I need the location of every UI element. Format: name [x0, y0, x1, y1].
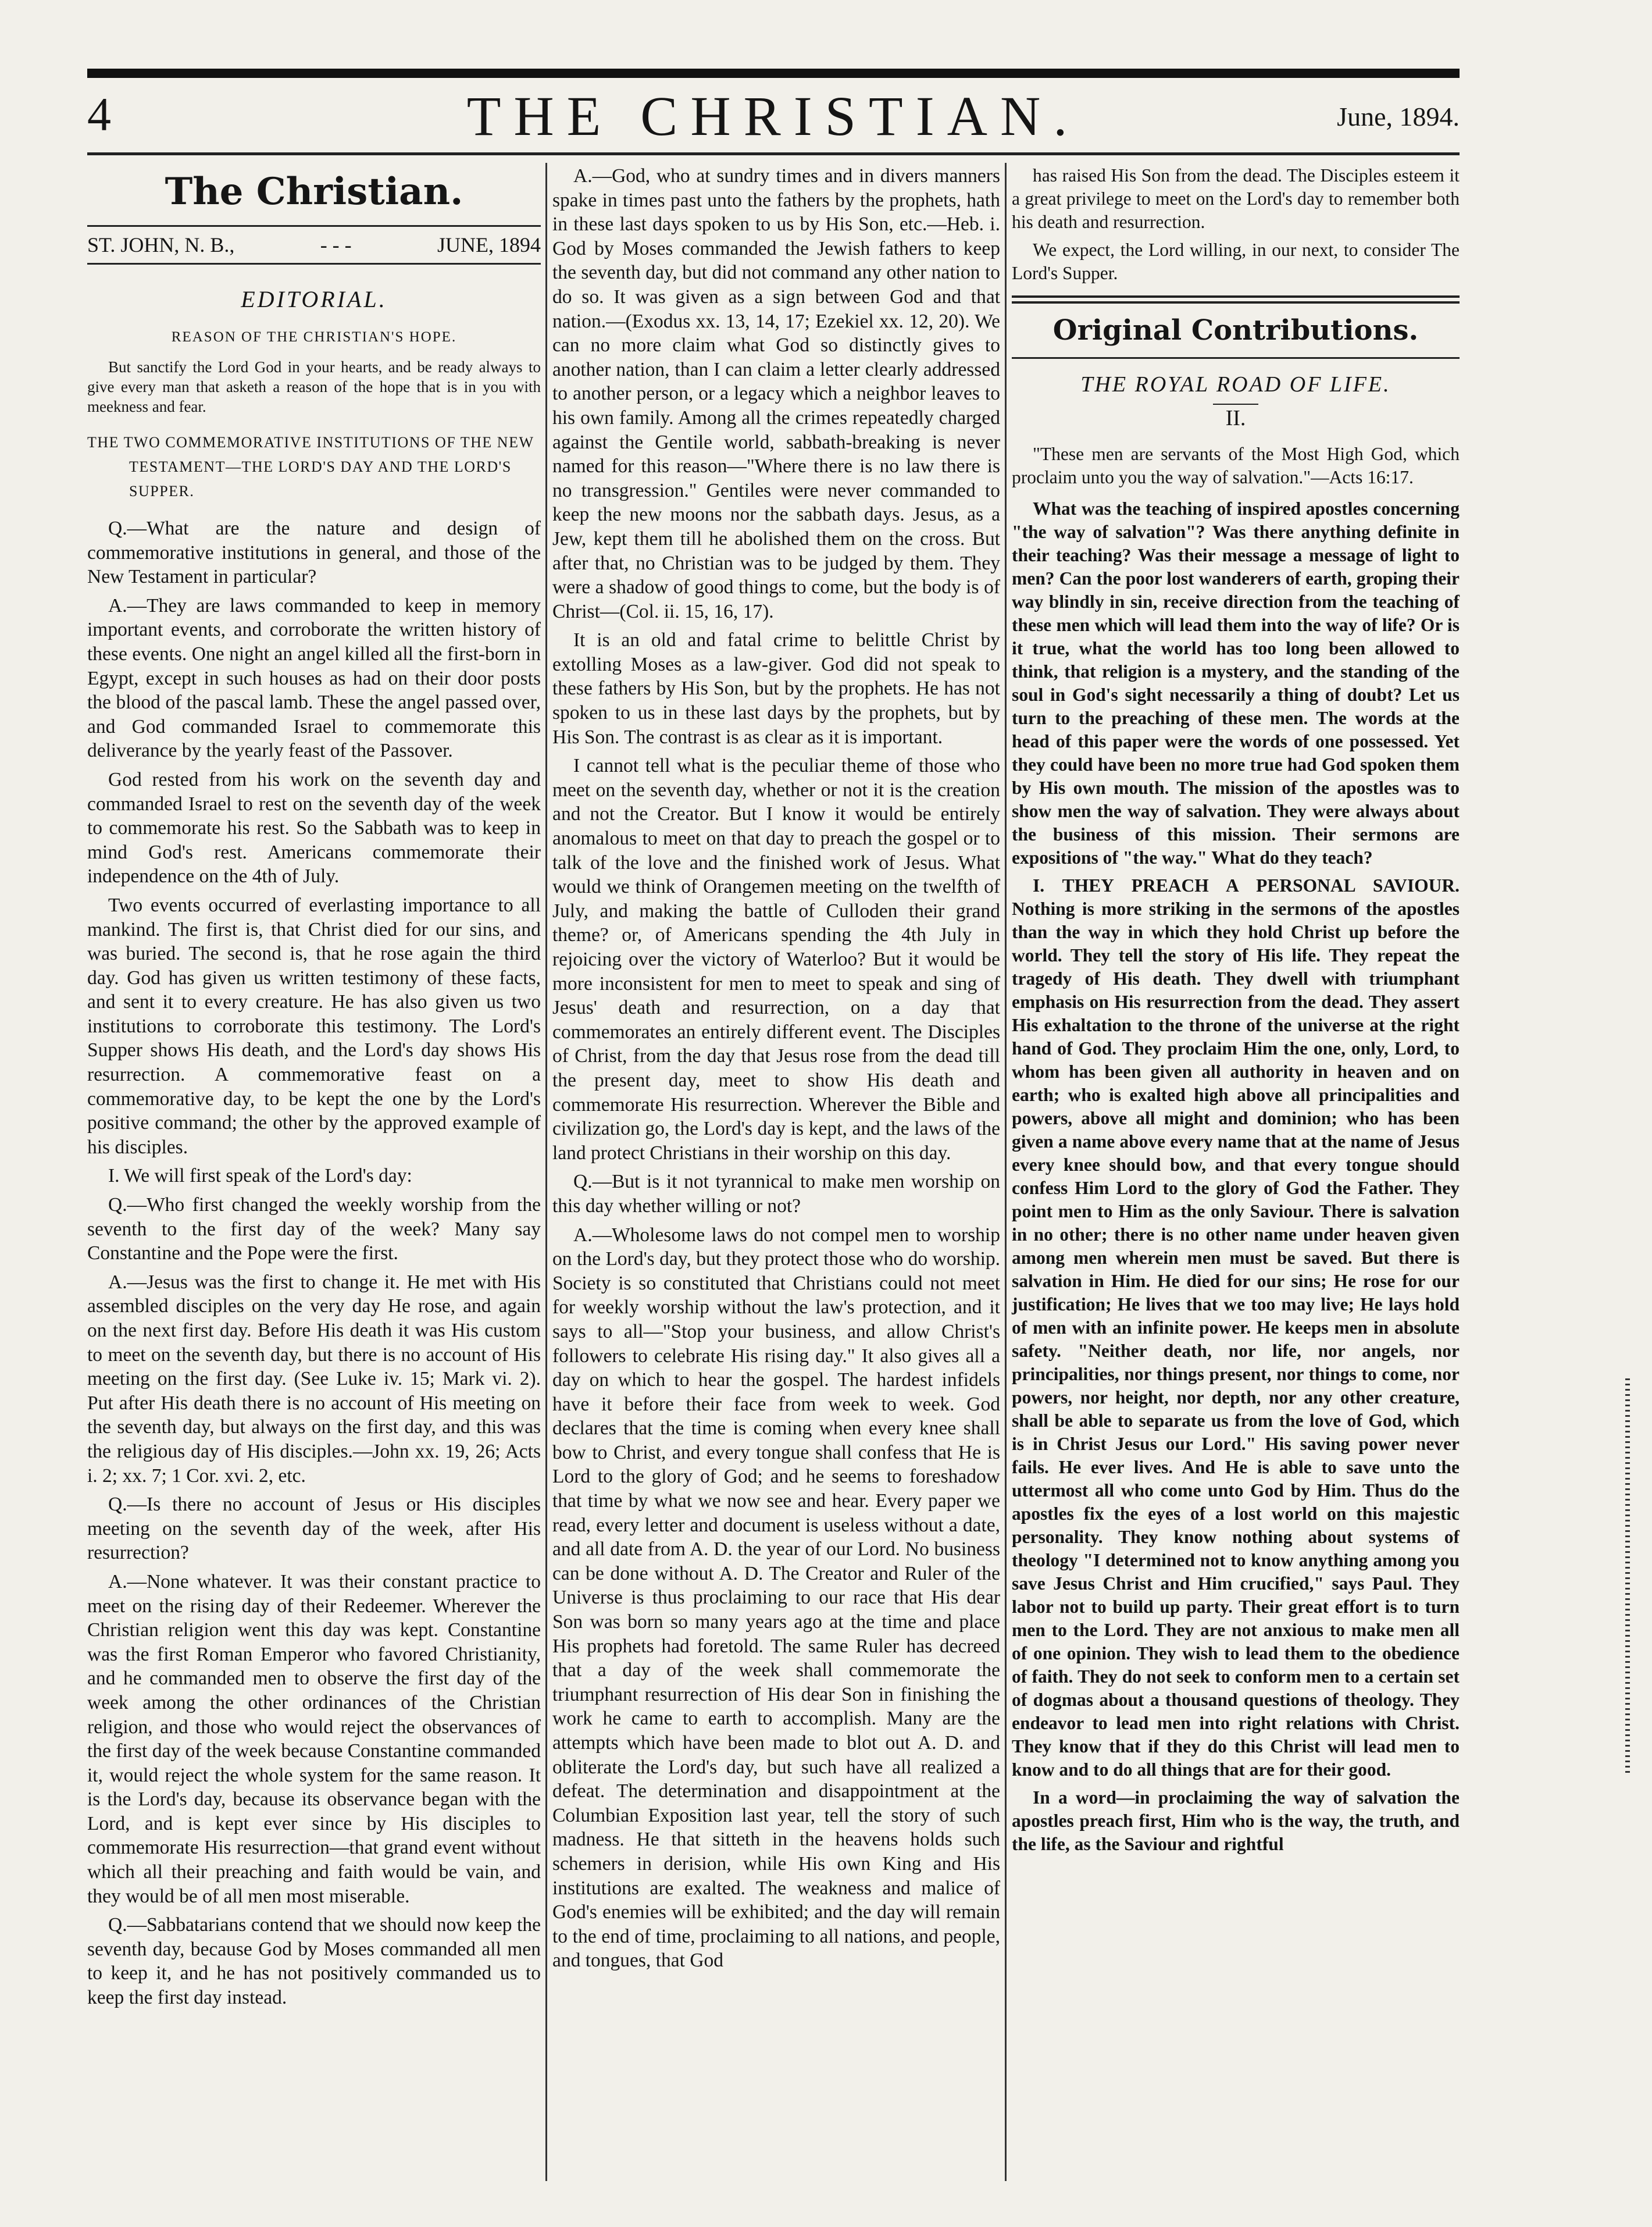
paragraph: A.—They are laws commanded to keep in memory important events, and corroborate the written history of these events. One night an angel killed all the first-born in Egypt, except in such houses as had on their door posts the blood of the pascal lamb. These the angel passed over, and God commanded Israel to commemorate this deliverance by the yearly feast of the Passover.	[87, 594, 541, 762]
column-divider	[1005, 163, 1007, 2181]
paragraph: We expect, the Lord willing, in our next, to consider The Lord's Supper.	[1012, 240, 1460, 283]
paragraph: Q.—Who first changed the weekly worship from the seventh to the first day of the week? Many say Constantine and the Pope were the first.	[87, 1194, 541, 1264]
paragraph: What was the teaching of inspired apostles concerning "the way of salvation"? Was there anything definite in their teaching? Was their message a message of light to men? Can the poor lost wanderers of earth, groping their way blindly in sin, receive direction from the teaching of these men which will lead them into the way of life? Or is it true, what the world has too long been allowed to think, that religion is a mystery, and the standing of the soul in God's sight necessarily a thing of doubt? Let us turn to the preaching of these men. The words at the head of this paper were the words of one possessed. Yet they could have been no more true had God spoken them by His own mouth. The mission of the apostles was to show men the way of salvation. They were always about the business of this mission. Their sermons are expositions of "the way." What do they teach?	[1012, 498, 1460, 868]
scan-edge-mark	[1625, 1378, 1630, 1774]
epigraph: "These men are servants of the Most High God, which proclaim unto you the way of salvation."—Acts 16:17.	[1012, 444, 1460, 487]
column-divider	[545, 163, 547, 2181]
article-conclusion	[1012, 164, 1460, 285]
paragraph: has raised His Son from the dead. The Disciples esteem it a great privilege to meet on the Lord's day to remember both his death and resurrection.	[1012, 165, 1460, 232]
newspaper-title: THE CHRISTIAN.	[466, 85, 1080, 147]
part-numeral: II.	[1213, 404, 1259, 430]
header-rule	[87, 152, 1460, 155]
paragraph: I. We will first speak of the Lord's day:	[108, 1165, 412, 1187]
article-part-number	[1012, 405, 1460, 431]
paragraph: It is an old and fatal crime to belittle Christ by extolling Moses as a law-giver. God did not speak to these fathers by His Son, but by the prophets. He has not spoken to us in these last days by the prophets, but by His Son. The contrast is as clear as it is important.	[552, 629, 1000, 748]
paragraph: A.—Jesus was the first to change it. He met with His assembled disciples on the very day He rose, and again on the next first day. Before His death it was His custom to meet on the seventh day, but there is no account of His meeting on the first day. (See Luke iv. 15; Mark vi. 2). Put after His death there is no account of His meeting on the seventh day, but always on the first day, and this was the religious day of His disciples.—John xx. 19, 26; Acts i. 2; xx. 7; 1 Cor. xvi. 2, etc.	[87, 1271, 541, 1487]
topic-heading	[87, 430, 541, 504]
paragraph: A.—None whatever. It was their constant practice to meet on the rising day of their Redeemer. Wherever the Christian religion went this day was kept. Constantine was the first Roman Emperor who favored Christianity, and he commanded men to observe the first day of the week among the other ordinances of the Christian religion, and those who would reject the observances of the first day of the week because Constantine commanded it, would reject the whole system for the same reason. It is the Lord's day, because its observance began with the Lord, and is kept ever since by His disciples to commemorate His resurrection—that grand event without which all their preaching and faith would be vain, and they would be of all men most miserable.	[87, 1570, 541, 1907]
paragraph: Q.—Is there no account of Jesus or His disciples meeting on the seventh day of the week, after His resurrection?	[87, 1494, 541, 1564]
paragraph: Two events occurred of everlasting importance to all mankind. The first is, that Christ died for our sins, and was buried. The second is, that he rose again the third day. God has given us written testimony of these facts, and sent it to every creature. He has also given us two institutions to corroborate this testimony. The Lord's Supper shows His death, and the Lord's day shows His resurrection. A commemorative feast on a commemorative day, to be kept the one by the Lord's positive command; the other by the approved example of his disciples.	[87, 894, 541, 1158]
page-header	[87, 87, 1460, 151]
paragraph: Q.—Sabbatarians contend that we should now keep the seventh day, because God by Moses commanded all men to keep it, and he has not positively commanded us to keep the first day instead.	[87, 1914, 541, 2009]
article-body	[1012, 497, 1460, 1856]
section-heading: Original Contributions.	[1052, 314, 1419, 347]
dateline-dots: - - -	[320, 233, 352, 256]
paragraph: Q.—But is it not tyrannical to make men worship on this day whether willing or not?	[552, 1171, 1000, 1217]
paragraph: I cannot tell what is the peculiar theme of those who meet on the seventh day, whether or not it is the creation and not the Creator. But I know it would be entirely anomalous to meet on that day to preach the gospel or to talk of the love and the finished work of Jesus. What would we think of Orangemen meeting on the twelfth of July, and making the battle of Culloden their grand theme? or, of Americans spending the 4th July in rejoicing over the victory of Waterloo? But it would be more inconsistent for men to meet to speak and sing of Jesus' death and resurrection, on a day that commemorates an entirely different event. The Disciples of Christ, from the day that Jesus rose from the dead till the present day, meet to show His death and commemorate His resurrection. Wherever the Bible and civilization go, the Lord's day is kept, and the laws of the land protect Christians in their worship on this day.	[552, 755, 1000, 1164]
article-body	[552, 164, 1000, 1973]
paragraph: God rested from his work on the seventh day and commanded Israel to rest on the seventh day of the week to commemorate his rest. So the Sabbath was to keep in mind God's rest. Americans commemorate their independence on the 4th of July.	[87, 768, 541, 888]
topic-heading-rest: NEW TESTAMENT—THE LORD'S DAY AND THE LORD'S SUPPER.	[129, 434, 534, 500]
column-2	[552, 164, 1000, 1977]
topic-heading-line1: THE TWO COMMEMORATIVE INSTITUTIONS OF THE	[87, 434, 493, 451]
dateline-location: ST. JOHN, N. B.,	[87, 233, 235, 256]
article-title: THE ROYAL ROAD OF LIFE.	[1080, 372, 1391, 397]
section-heading: EDITORIAL.	[241, 286, 387, 312]
epigraph: But sanctify the Lord God in your hearts, and be ready always to give every man that asketh a reason of the hope that is in you with meekness and fear.	[87, 358, 541, 415]
dateline	[87, 225, 541, 265]
top-border-rule	[87, 69, 1460, 78]
paragraph: A.—Wholesome laws do not compel men to worship on the Lord's day, but they protect those who do worship. Society is so constituted that Christians could not meet for weekly worship without the law's protection, and it says to all—"Stop your business, and allow Christ's followers to celebrate His rising day." It also gives all a day on which to hear the gospel. The hardest infidels have it before their face from week to week. God declares that the time is coming when every knee shall bow to Christ, and every tongue shall confess that He is Lord to the glory of God; and he seems to foreshadow that time by what we now see and hear. Every paper we read, every letter and document is useless without a date, and all date from A. D. the year of our Lord. No business can be done without A. D. The Creator and Ruler of the Universe is thus proclaiming to our race that His dear Son was born so many years ago at the time and place His prophets had foretold. The same Ruler has decreed that a day of the week shall commemorate the triumphant resurrection of His dear Son in finishing the work he came to earth to accomplish. Many are the attempts which have been made to blot out A. D. and obliterate the Lord's day, but such have all realized a defeat. The determination and disappointment at the Columbian Exposition last year, tell the story of such madness. He that sitteth in the heavens holds such schemers in derision, while His own King and His institutions are exalted. The weakness and malice of God's enemies will be exhibited; and the day will remain to the end of time, proclaiming to all nations, and people, and tongues, that God	[552, 1224, 1000, 1972]
article-body	[87, 516, 541, 2010]
paragraph: Q.—What are the nature and design of commemorative institutions in general, and those of the New Testament in particular?	[87, 518, 541, 588]
issue-date: June, 1894.	[1337, 102, 1460, 131]
column-1	[87, 164, 541, 2015]
page-number: 4	[87, 88, 111, 141]
paragraph: A.—God, who at sundry times and in divers manners spake in times past unto the fathers by the prophets, hath in these last days spoken to us by His Son, etc.—Heb. i. God by Moses commanded the Jewish fathers to keep the seventh day, but did not command any other nation to do so. It was given as a sign between God and that nation.—(Exodus xx. 13, 14, 17; Ezekiel xx. 12, 20). We can no more claim what God so distinctly gives to another nation, than I can claim a letter clearly addressed to another person, or a legacy which a neighbor leaves to his own family. Among all the crimes repeatedly charged against the Gentile world, sabbath-breaking is never named for this reason—"Where there is no law there is no transgression." Gentiles were never commanded to keep the new moons nor the sabbath days. Jesus, as a Jew, kept them till he abolished them on the cross. But after that, no Christian was to be judged by them. They were a shadow of good things to come, but the body is of Christ—(Col. ii. 15, 16, 17).	[552, 165, 1000, 622]
section-rule	[1012, 295, 1460, 304]
masthead-title: The Christian.	[165, 170, 463, 213]
section-rule	[1012, 357, 1460, 359]
dateline-issue: JUNE, 1894	[437, 233, 541, 256]
paragraph: I. THEY PREACH A PERSONAL SAVIOUR. Nothing is more striking in the sermons of the apostles than the way in which they hold Christ up before the world. They tell the story of His life. They repeat the tragedy of His death. They dwell with triumphant emphasis on His resurrection from the dead. They assert His exhaltation to the throne of the universe at the right hand of God. They proclaim Him the one, only, Lord, to whom has been given all authority in heaven and on earth; who is exalted high above all principalities and powers, above all might and dominion; who has been given a name above every name that at the name of Jesus every knee should bow, and that every tongue should confess Him Lord to the glory of God the Father. They point men to Him as the only Saviour. There is salvation in no other; there is no other name under heaven given among men wherein men must be saved. But there is salvation in Him. He died for our sins; He rose for our justification; He lives that we too may live; He lays hold of men with an infinite power. He keeps men in absolute safety. "Neither death, nor life, nor angels, nor principalities, nor things present, nor things to come, nor powers, nor height, nor depth, nor any other creature, shall be able to separate us from the love of God, which is in Christ Jesus our Lord." His saving power never fails. He ever lives. And He is able to save unto the uttermost all who come unto God by Him. Thus do the apostles fix the eyes of a lost world on this majestic personality. They know nothing about systems of theology "I determined not to know anything among you save Jesus Christ and Him crucified," says Paul. They labor not to build up party. Their great effort is to turn men to the Lord. They are not anxious to make men all of one opinion. They wish to lead them to the obedience of faith. They do not seek to conform men to a certain set of dogmas about a thousand questions of theology. They endeavor to lead men into right relations with Christ. They know that if they do this Christ will lead men to know and to do all things that are for their good.	[1012, 875, 1460, 1780]
column-3	[1012, 164, 1460, 1861]
paragraph: In a word—in proclaiming the way of salvation the apostles preach first, Him who is the way, the truth, and the life, as the Saviour and rightful	[1012, 1787, 1460, 1854]
editorial-subheading: REASON OF THE CHRISTIAN'S HOPE.	[171, 329, 457, 345]
